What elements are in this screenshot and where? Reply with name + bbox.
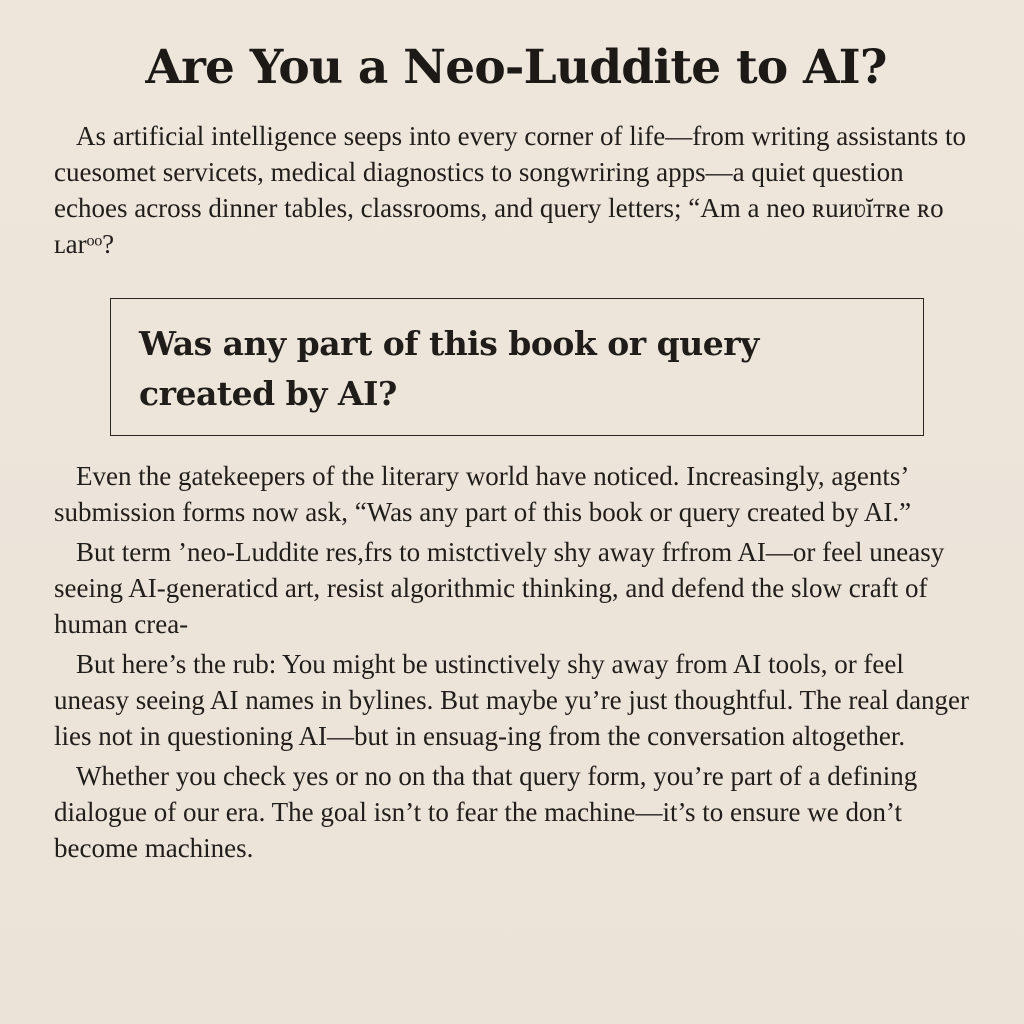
body-paragraph-3: But here’s the rub: You might be ustinctively shy away from AI tools, or feel uneasy seeing AI names in bylines. But maybe yu’re just thoughtful. The real danger lies not in questioning AI—but in ensuag-ing from the conversation altogether. <box>54 649 970 752</box>
callout-question: Was any part of this book or query created by AI? <box>139 324 759 414</box>
callout-box <box>110 298 924 436</box>
intro-paragraph: As artificial intelligence seeps into every corner of life—from writing assistants to cuesomet servicets, medical diagnostics to songwriring apps—a quiet question echoes across dinner tables, classrooms, and query letters; “Am a neo ʀuᴎʋĭтʀe ʀo ʟarᵒᵒ? <box>54 121 966 260</box>
body-paragraph-2: But term ’neo-Luddite res,frs to mistctively shy away frfrom AI—or feel uneasy seeing AI-generaticd art, resist algorithmic thinking, and defend the slow craft of human crea- <box>54 537 945 640</box>
article-title: Are You a Neo-Luddite to AI? <box>145 40 887 95</box>
body-paragraph-1: Even the gatekeepers of the literary world have noticed. Increasingly, agents’ submission forms now ask, “Was any part of this book or query created by AI.” <box>54 461 912 528</box>
body-paragraph-4: Whether you check yes or no on tha that query form, you’re part of a defining dialogue of our era. The goal isn’t to fear the machine—it’s to ensure we don’t become machines. <box>54 761 918 864</box>
